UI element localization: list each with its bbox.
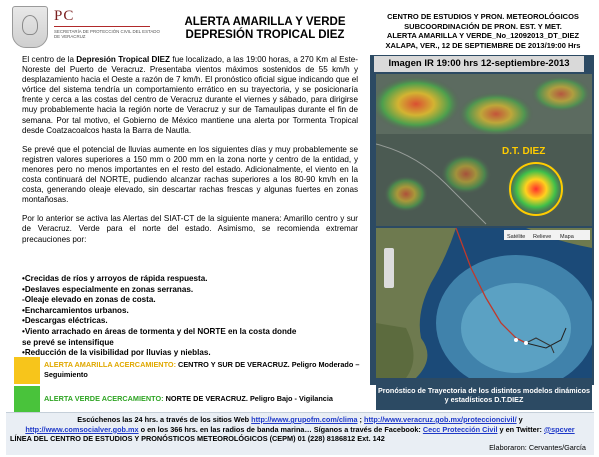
list-item: •Deslaves especialmente en zonas serranas. [22, 284, 194, 294]
green-alert-text [44, 394, 364, 404]
map-caption: Pronóstico de Trayectoria de los distintos modelos dinámicos y estadísticos D.T.DIEZ [376, 384, 592, 410]
list-item: •Descargas eléctricas. [22, 316, 108, 326]
list-item: -Oleaje elevado en zonas de costa. [22, 295, 156, 305]
link-grupofm[interactable]: http://www.grupofm.com/clima [251, 415, 358, 424]
green-alert-detail: NORTE DE VERACRUZ. Peligro Bajo - Vigilancia [163, 394, 333, 403]
map-tab-satellite[interactable]: Satélite [507, 234, 526, 240]
storm-label: D.T. DIEZ [502, 146, 546, 157]
recommendations-list [22, 274, 352, 359]
footer-line-1 [10, 415, 590, 425]
p1-text-a: El centro de la [22, 55, 77, 64]
yellow-swatch [14, 357, 40, 384]
green-alert-label: ALERTA VERDE ACERCAMIENTO: [44, 394, 164, 403]
bulletin-info [372, 12, 594, 50]
paragraph-3: Por lo anterior se activa las Alertas del SIAT-CT de la siguiente manera: Amarillo centro y sur de Veracruz. Verde para el norte del estado. Asimismo, se recomienda extremar precauciones por: [22, 214, 358, 244]
footer-line-1-text: Escúchenos las 24 hrs. a través de los sitios Web [77, 415, 252, 424]
logo-divider [54, 26, 150, 27]
yellow-alert-label: ALERTA AMARILLA ACERCAMIENTO: [44, 360, 177, 369]
yellow-alert-detail: CENTRO Y SUR DE VERACRUZ. Peligro Moderado – Seguimiento [44, 360, 360, 379]
page-title [170, 16, 360, 42]
green-swatch [14, 386, 40, 413]
yellow-alert-row [14, 357, 366, 384]
state-shield-logo [12, 6, 48, 48]
link-comsocial[interactable]: http://www.comsocialver.gob.mx [25, 424, 139, 434]
link-proteccioncivil[interactable]: http://www.veracruz.gob.mx/proteccioncivil/ [364, 415, 517, 424]
footer-text [10, 415, 590, 444]
link-facebook[interactable]: Cecc Protección Civil [422, 424, 498, 434]
satellite-svg [376, 74, 592, 226]
link-twitter[interactable]: @spcver [544, 424, 575, 434]
title-line-2: DEPRESIÓN TROPICAL DIEZ [185, 29, 345, 41]
footer-line-3: LÍNEA DEL CENTRO DE ESTUDIOS Y PRONÓSTICOS METEOROLÓGICOS (CEPM) 01 (228) 8186812 Ext. 142 [10, 434, 385, 444]
list-item: •Reducción de la visibilidad por lluvias y nieblas. [22, 348, 211, 358]
ir-image-title: Imagen IR 19:00 hrs 12-septiembre-2013 [374, 56, 584, 72]
logo-subtitle: SECRETARÍA DE PROTECCIÓN CIVIL DEL ESTADO DE VERACRUZ [54, 29, 160, 39]
bulletin-body [22, 55, 358, 254]
paragraph-1 [22, 55, 358, 136]
paragraph-2: Se prevé que el potencial de lluvias aumente en los siguientes días y muy probablemente se registren valores superiores a 150 mm o 200 mm en la zona norte y centro de la entidad, y menores pero no menos importantes en el resto del estado. Adicionalmente, el viento en la costa continuará del NORTE, pudiendo alcanzar rachas superiores a los 80-90 km/h en la costa, generando oleaje elevado, sin descartar rachas frescas y algunas fuertes en zonas montañosas. [22, 144, 358, 205]
footer-separator: ; [357, 415, 365, 424]
forecast-track-map [376, 228, 592, 378]
logo-block [8, 6, 158, 52]
map-tab-map[interactable]: Mapa [560, 234, 574, 240]
prepared-by: Elaboraron: Cervantes/García [489, 443, 586, 452]
title-line-1: ALERTA AMARILLA Y VERDE [184, 16, 346, 28]
bulletin-line-2: SUBCOORDINACIÓN DE PRON. EST. Y MET. [404, 21, 562, 31]
footer-line-2-text: o en los 366 hrs. en las radios de banda marina… Síganos a través de Facebook: [138, 424, 423, 434]
p1-text-c: fue localizado, a las 19:00 horas, a 270 Km al Este-Noreste del Puerto de Veracruz. Presentaba vientos máximos sostenidos de 55 km/h y desplazamiento hacia el Oeste a razón de 7 km/h. El pronóstico oficial sigue indicando que el vórtice del sistema tendría un comportamiento errático en su trayectoria, y se posicionaría frente y cerca a las costas del centro de Veracruz durante el viernes y sábado, para dirigirse muy probablemente hacia la región norte de Veracruz y sur de Tamaulipas durante el fin de semana. Por tal motivo, el Gobierno de México mantiene una alerta por Tormenta Tropical desde Coatzacoalcos hasta la Barra de Nautla. [22, 55, 358, 135]
footer-line-1-end: y [516, 415, 523, 424]
footer [6, 412, 594, 455]
green-alert-row [14, 386, 366, 413]
footer-line-2 [10, 425, 590, 435]
ir-satellite-image [376, 74, 592, 226]
list-item: se prevé se intensifique [22, 337, 114, 347]
bulletin-line-4: XALAPA, VER., 12 DE SEPTIEMBRE DE 2013/19:00 Hrs [385, 40, 581, 50]
bulletin-line-3: ALERTA AMARILLA Y VERDE_No_12092013_DT_DIEZ [386, 31, 580, 41]
map-svg [376, 228, 592, 378]
storm-name: Depresión Tropical DIEZ [76, 55, 170, 64]
yellow-alert-text [44, 360, 364, 380]
bulletin-line-1: CENTRO DE ESTUDIOS Y PRON. METEOROLÓGICOS [387, 12, 579, 21]
footer-line-2-mid: y en Twitter: [497, 424, 544, 434]
map-tab-relief[interactable]: Relieve [533, 234, 552, 240]
list-item: •Encharcamientos urbanos. [22, 305, 129, 315]
list-item: •Crecidas de ríos y arroyos de rápida respuesta. [22, 274, 208, 283]
list-item: •Viento arrachado en áreas de tormenta y del NORTE en la costa donde [22, 326, 297, 336]
map-zoom-control[interactable] [384, 248, 394, 288]
pc-logo-text: PC [54, 8, 75, 24]
